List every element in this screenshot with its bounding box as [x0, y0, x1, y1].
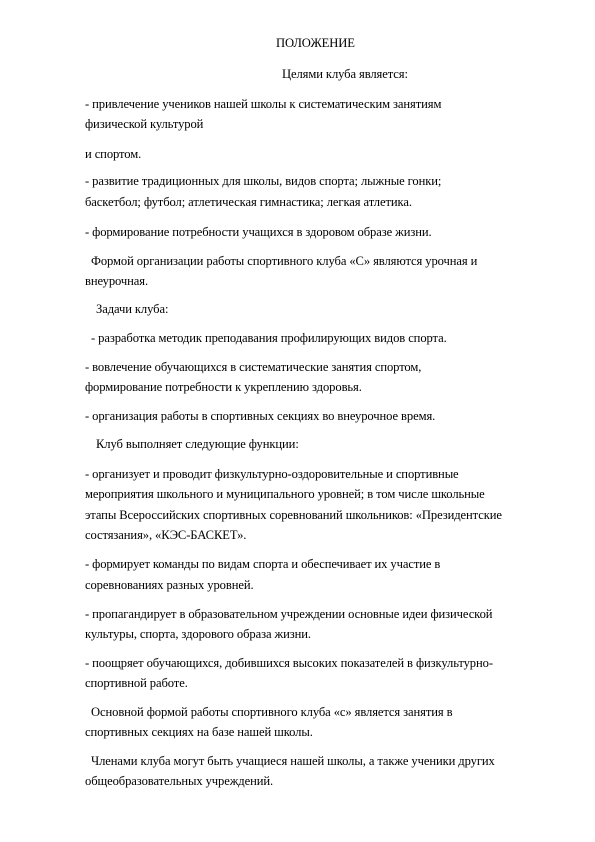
document-title: ПОЛОЖЕНИЕ — [276, 36, 355, 50]
function-4-line-1: - поощряет обучающихся, добившихся высоких показателей в физкультурно- — [85, 656, 493, 670]
goal-1-line-1: - привлечение учеников нашей школы к систематическим занятиям — [85, 97, 442, 111]
goal-2-line-2: баскетбол; футбол; атлетическая гимнастика; легкая атлетика. — [85, 195, 412, 209]
function-1-line-3: этапы Всероссийских спортивных соревнований школьников: «Президентские — [85, 508, 502, 522]
function-3-line-2: культуры, спорта, здорового образа жизни. — [85, 627, 311, 641]
task-1: - разработка методик преподавания профилирующих видов спорта. — [91, 331, 447, 345]
function-1-line-1: - организует и проводит физкультурно-оздоровительные и спортивные — [85, 467, 459, 481]
members-line-1: Членами клуба могут быть учащиеся нашей школы, а также ученики других — [91, 754, 495, 768]
main-form-line-2: спортивных секциях на базе нашей школы. — [85, 725, 313, 739]
function-4-line-2: спортивной работе. — [85, 676, 188, 690]
members-line-2: общеобразовательных учреждений. — [85, 774, 274, 788]
tasks-heading: Задачи клуба: — [96, 302, 169, 316]
main-form-line-1: Основной формой работы спортивного клуба «с» является занятия в — [91, 705, 453, 719]
function-3-line-1: - пропагандирует в образовательном учреждении основные идеи физической — [85, 607, 493, 621]
org-form-line-1: Формой организации работы спортивного клуба «С» являются урочная и — [91, 254, 478, 268]
goal-2-line-1: - развитие традиционных для школы, видов спорта; лыжные гонки; — [85, 174, 442, 188]
function-1-line-2: мероприятия школьного и муниципального уровней; в том числе школьные — [85, 487, 485, 501]
org-form-line-2: внеурочная. — [85, 274, 149, 288]
goals-heading: Целями клуба является: — [282, 67, 408, 81]
functions-heading: Клуб выполняет следующие функции: — [96, 437, 299, 451]
task-3: - организация работы в спортивных секциях во внеурочное время. — [85, 409, 436, 423]
goal-3: - формирование потребности учащихся в здоровом образе жизни. — [85, 225, 432, 239]
function-1-line-4: состязания», «КЭС-БАСКЕТ». — [85, 528, 247, 542]
task-2-line-1: - вовлечение обучающихся в систематические занятия спортом, — [85, 360, 422, 374]
function-2-line-2: соревнованиях разных уровней. — [85, 578, 254, 592]
goal-1-line-3: и спортом. — [85, 147, 142, 161]
task-2-line-2: формирование потребности к укреплению здоровья. — [85, 380, 362, 394]
goal-1-line-2: физической культурой — [85, 117, 204, 131]
function-2-line-1: - формирует команды по видам спорта и обеспечивает их участие в — [85, 557, 441, 571]
